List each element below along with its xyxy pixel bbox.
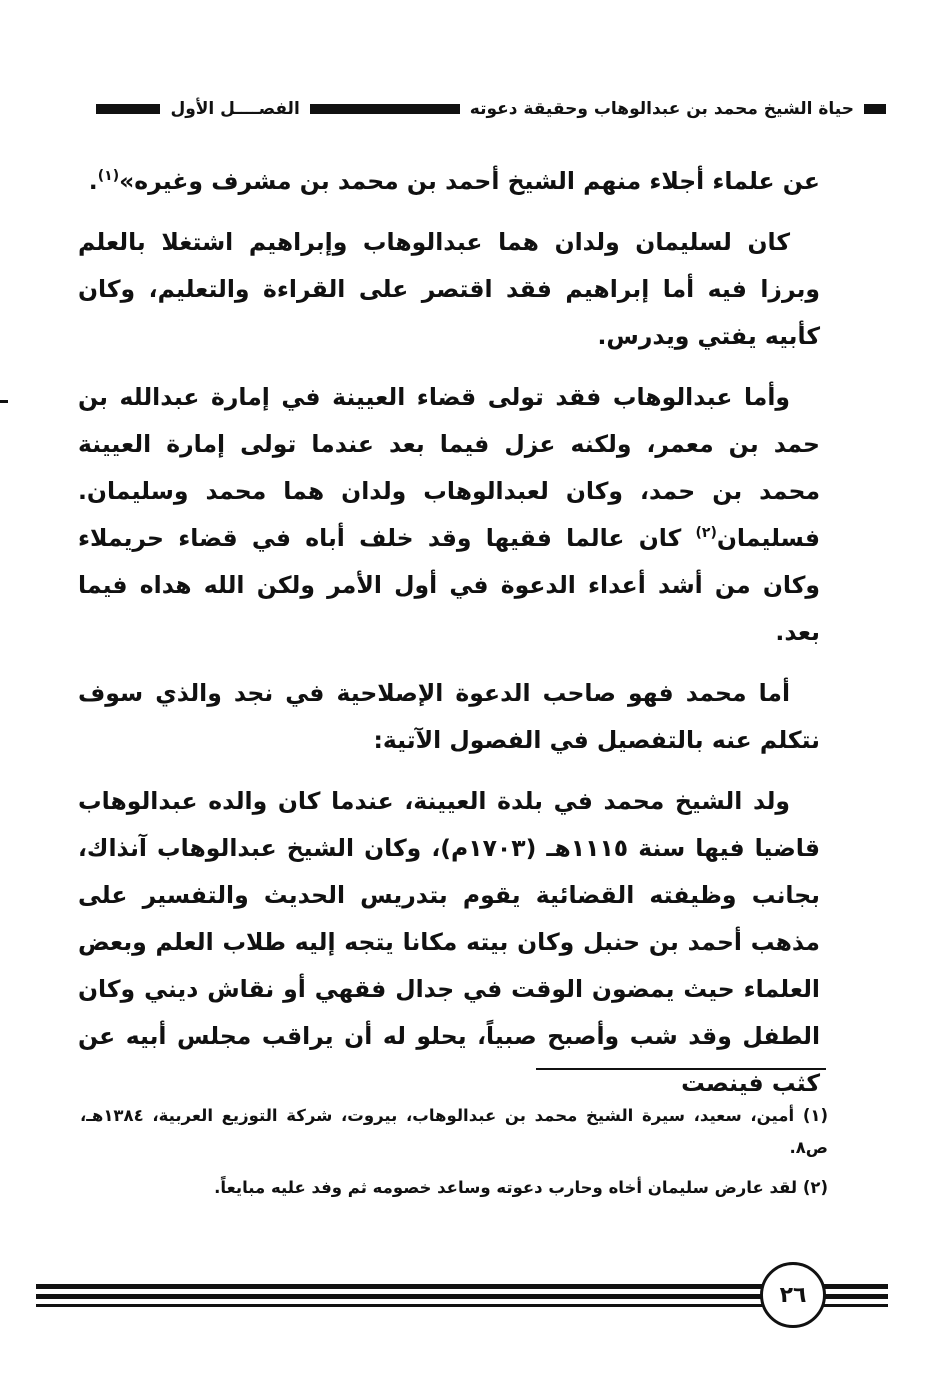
- running-header: [28, 94, 886, 124]
- footnotes: [80, 1100, 828, 1212]
- footnote: (١) أمين، سعيد، سيرة الشيخ محمد بن عبدالوهاب، بيروت، شركة التوزيع العربية، ١٣٨٤هـ، ص٨.: [80, 1106, 828, 1157]
- paragraph: أما محمد فهو صاحب الدعوة الإصلاحية في نجد والذي سوف نتكلم عنه بالتفصيل في الفصول الآتية:: [78, 679, 820, 754]
- scan-mark: [0, 400, 8, 403]
- paragraph: وأما عبدالوهاب فقد تولى قضاء العيينة في إمارة عبدالله بن حمد بن معمر، ولكنه عزل فيما بعد عندما تولى إمارة العيينة محمد بن حمد، وكان لعبدالوهاب ولدان هما محمد وسليمان. فسليمان$^{(٢)}$ كان عالما فقيها وقد خلف أباه في قضاء حريملاء وكان من أشد أعداء الدعوة في أول الأمر ولكن الله هداه فيما بعد.: [78, 383, 820, 646]
- page-number: ٢٦: [760, 1262, 826, 1328]
- header-bar: [864, 104, 886, 114]
- header-bar: [96, 104, 160, 114]
- paragraph: ولد الشيخ محمد في بلدة العيينة، عندما كان والده عبدالوهاب قاضيا فيها سنة ١١١٥هـ (١٧٠٣م)، وكان الشيخ عبدالوهاب آنذاك، بجانب وظيفته القضائية يقوم بتدريس الحديث والتفسير على مذهب أحمد بن حنبل وكان بيته مكانا يتجه إليه طلاب العلم وبعض العلماء حيث يمضون الوقت في جدال فقهي أو نقاش ديني وكان الطفل وقد شب وأصبح صبياً، يحلو له أن يراقب مجلس أبيه عن كثب فينصت: [78, 787, 820, 1097]
- chapter-title: الفصــــل الأول: [170, 99, 300, 119]
- footnote: (٢) لقد عارض سليمان أخاه وحارب دعوته وساعد خصومه ثم وفد عليه مبايعاً.: [214, 1178, 828, 1197]
- body-text: [78, 158, 820, 1121]
- paragraph: كان لسليمان ولدان هما عبدالوهاب وإبراهيم اشتغلا بالعلم وبرزا فيه أما إبراهيم فقد اقتصر على القراءة والتعليم، وكان كأبيه يفتي ويدرس.: [78, 228, 820, 350]
- paragraph: عن علماء أجلاء منهم الشيخ أحمد بن محمد بن مشرف وغيره»$^{(١)}$.: [88, 167, 820, 195]
- footnote-ref: (٢): [695, 525, 717, 542]
- footnote-ref: (١): [97, 168, 120, 185]
- header-bar: [310, 104, 460, 114]
- footnote-separator: [536, 1068, 826, 1070]
- book-title: حياة الشيخ محمد بن عبدالوهاب وحقيقة دعوته: [469, 99, 854, 119]
